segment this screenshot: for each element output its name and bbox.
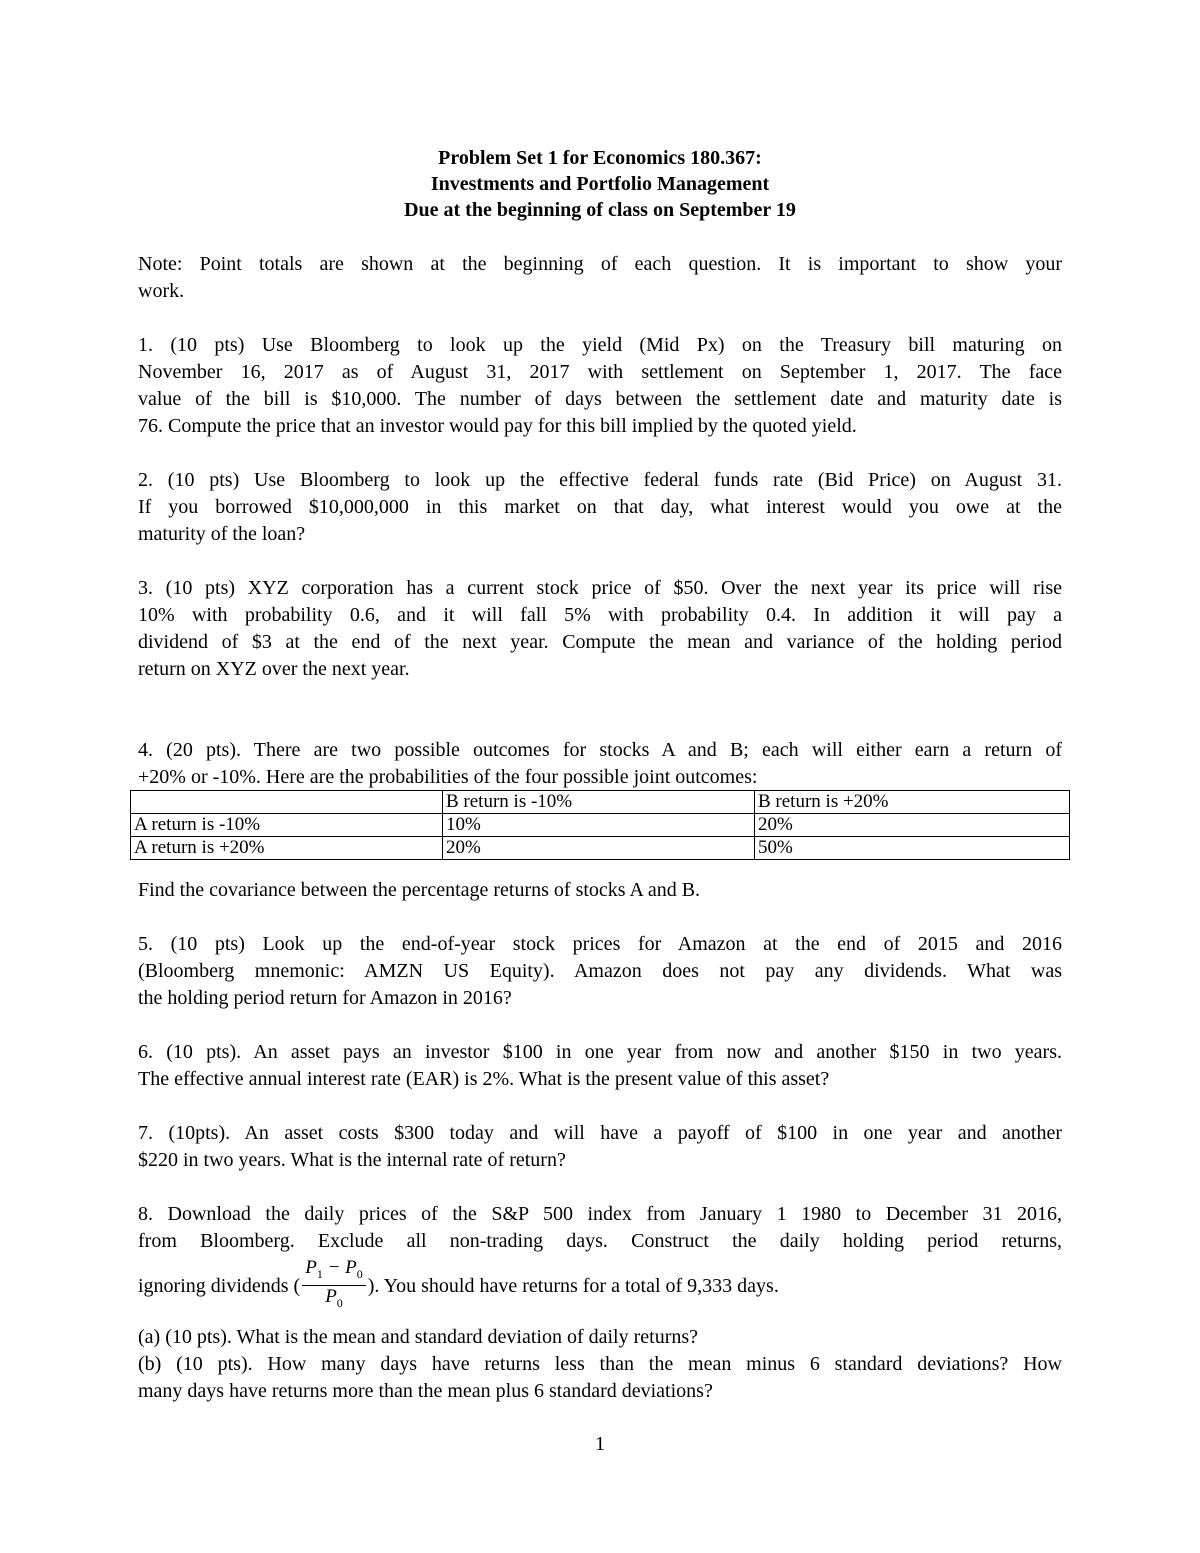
- document-title: [130, 145, 1070, 223]
- question-5-line: (Bloomberg mnemonic: AMZN US Equity). Amazon does not pay any dividends. What was: [138, 960, 1062, 982]
- formula-subscript: 0: [336, 1295, 343, 1310]
- question-6-line: The effective annual interest rate (EAR) is 2%. What is the present value of this asset?: [138, 1068, 830, 1090]
- formula-symbol: P: [305, 1257, 317, 1279]
- table-cell: 50%: [755, 837, 1070, 860]
- table-row: [131, 814, 1070, 837]
- question-2-line: If you borrowed $10,000,000 in this market on that day, what interest would you owe at the: [138, 496, 1062, 518]
- table-cell: B return is -10%: [443, 791, 755, 814]
- question-8-line: from Bloomberg. Exclude all non-trading days. Construct the daily holding period returns,: [138, 1230, 1062, 1252]
- question-1: [138, 332, 1062, 440]
- table-cell: 20%: [443, 837, 755, 860]
- formula-symbol: P: [345, 1257, 357, 1279]
- note-line: Note: Point totals are shown at the beginning of each question. It is important to show your: [138, 253, 1062, 275]
- question-7-line: 7. (10pts). An asset costs $300 today and will have a payoff of $100 in one year and another: [138, 1122, 1062, 1144]
- question-1-line: November 16, 2017 as of August 31, 2017 with settlement on September 1, 2017. The face: [138, 361, 1062, 383]
- question-2-line: 2. (10 pts) Use Bloomberg to look up the effective federal funds rate (Bid Price) on August 31.: [138, 469, 1062, 491]
- title-line-3: Due at the beginning of class on September 19: [404, 199, 796, 221]
- table-cell: [131, 791, 443, 814]
- formula-subscript: 1: [316, 1266, 323, 1281]
- question-4-line: Find the covariance between the percentage returns of stocks A and B.: [138, 879, 701, 901]
- page-number: 1: [595, 1433, 605, 1455]
- formula-operator: −: [322, 1257, 346, 1279]
- table-cell: A return is -10%: [131, 814, 443, 837]
- question-4-followup: [138, 877, 1062, 904]
- question-4-line: 4. (20 pts). There are two possible outcomes for stocks A and B; each will either earn a return of: [138, 739, 1062, 761]
- formula-subscript: 0: [356, 1266, 363, 1281]
- question-6: [138, 1039, 1062, 1093]
- question-1-line: 76. Compute the price that an investor would pay for this bill implied by the quoted yield.: [138, 415, 857, 437]
- question-5: [138, 931, 1062, 1012]
- question-2-line: maturity of the loan?: [138, 523, 306, 545]
- title-line-2: Investments and Portfolio Management: [430, 173, 770, 195]
- formula-symbol: P: [325, 1285, 337, 1307]
- note-line: work.: [138, 280, 185, 302]
- joint-probability-table: [130, 790, 1070, 860]
- title-line-1: Problem Set 1 for Economics 180.367:: [438, 147, 762, 169]
- question-1-line: value of the bill is $10,000. The number of days between the settlement date and maturity date is: [138, 388, 1062, 410]
- formula-denominator: [302, 1286, 366, 1314]
- question-4-line: +20% or -10%. Here are the probabilities of the four possible joint outcomes:: [138, 766, 758, 788]
- table-cell: A return is +20%: [131, 837, 443, 860]
- table-cell: 10%: [443, 814, 755, 837]
- table-cell: B return is +20%: [755, 791, 1070, 814]
- question-4: [138, 737, 1062, 791]
- question-7-line: $220 in two years. What is the internal rate of return?: [138, 1149, 566, 1171]
- question-3: [138, 575, 1062, 683]
- question-3-line: 3. (10 pts) XYZ corporation has a current stock price of $50. Over the next year its price will rise: [138, 577, 1062, 599]
- question-8-part-b: (b) (10 pts). How many days have returns less than the mean minus 6 standard deviations? How: [138, 1353, 1062, 1375]
- question-7: [138, 1120, 1062, 1174]
- question-8: [138, 1201, 1062, 1255]
- question-3-line: 10% with probability 0.6, and it will fall 5% with probability 0.4. In addition it will pay a: [138, 604, 1062, 626]
- question-8-line: 8. Download the daily prices of the S&P 500 index from January 1 1980 to December 31 2016,: [138, 1203, 1062, 1225]
- question-2: [138, 467, 1062, 548]
- formula-lead-text: ignoring dividends (: [138, 1275, 301, 1297]
- question-5-line: 5. (10 pts) Look up the end-of-year stock prices for Amazon at the end of 2015 and 2016: [138, 933, 1062, 955]
- table-header-row: [131, 791, 1070, 814]
- question-6-line: 6. (10 pts). An asset pays an investor $100 in one year from now and another $150 in two years.: [138, 1041, 1062, 1063]
- question-1-line: 1. (10 pts) Use Bloomberg to look up the yield (Mid Px) on the Treasury bill maturing on: [138, 334, 1062, 356]
- question-5-line: the holding period return for Amazon in 2016?: [138, 987, 512, 1009]
- question-8-part-a: (a) (10 pts). What is the mean and standard deviation of daily returns?: [138, 1326, 699, 1348]
- formula-numerator: [302, 1257, 366, 1286]
- table-row: [131, 837, 1070, 860]
- holding-period-return-formula: [302, 1257, 366, 1314]
- question-8-formula-line: [138, 1258, 1062, 1314]
- question-3-line: dividend of $3 at the end of the next year. Compute the mean and variance of the holding period: [138, 631, 1062, 653]
- table-cell: 20%: [755, 814, 1070, 837]
- question-8-part-b: many days have returns more than the mean plus 6 standard deviations?: [138, 1380, 713, 1402]
- question-8-parts: [138, 1324, 1062, 1405]
- question-3-line: return on XYZ over the next year.: [138, 658, 410, 680]
- note-paragraph: [138, 251, 1062, 305]
- formula-trail-text: ). You should have returns for a total of 9,333 days.: [367, 1275, 779, 1297]
